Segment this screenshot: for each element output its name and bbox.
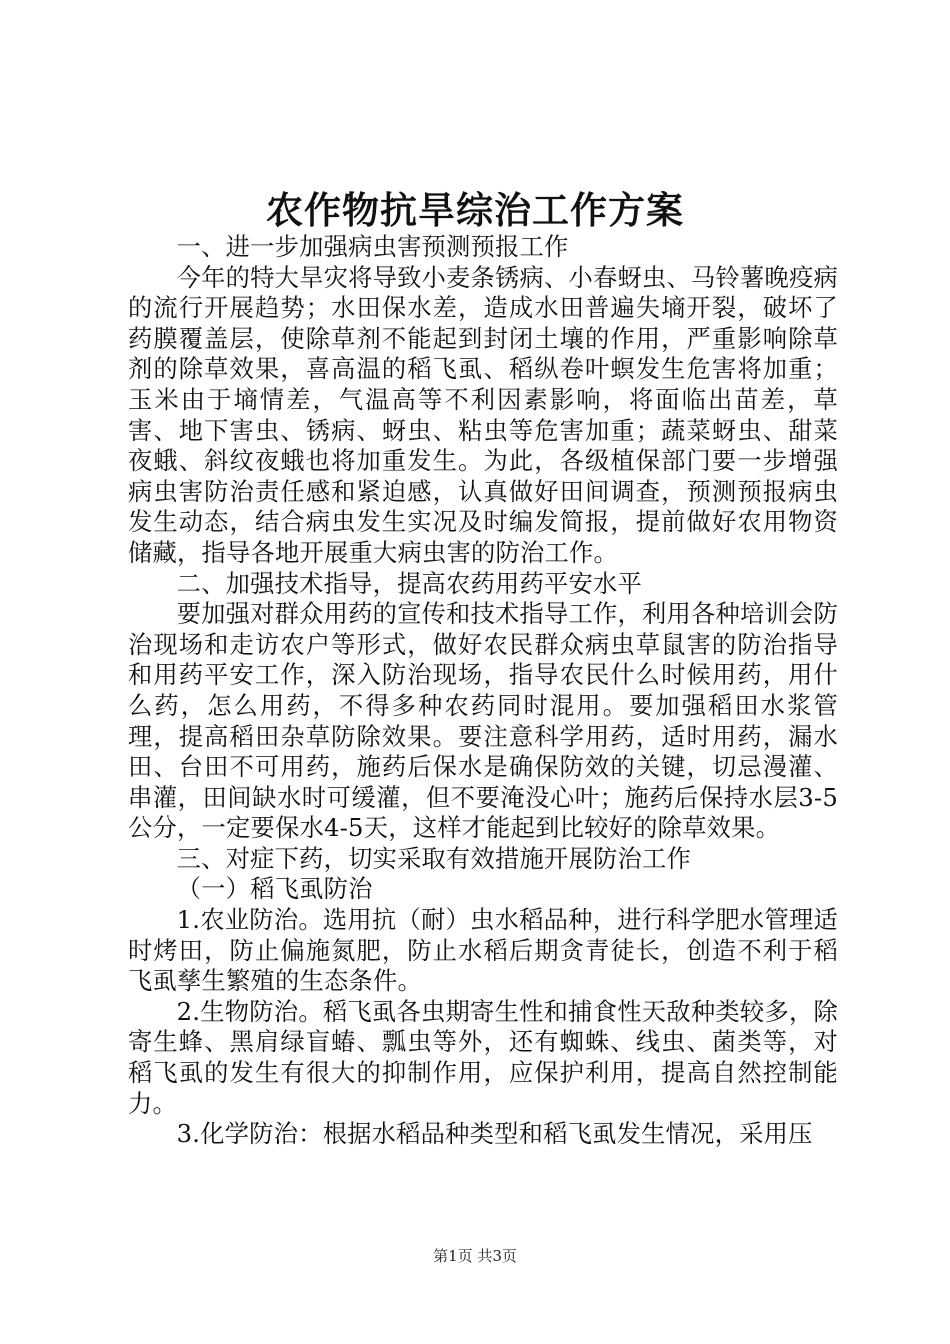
- paragraph: 2.生物防治。稻飞虱各虫期寄生性和捕食性天敌种类较多，除寄生蜂、黑肩绿盲蝽、瓢虫等外，还有蜘蛛、线虫、菌类等，对稻飞虱的发生有很大的抑制作用，应保护利用，提高自然控制能力。: [128, 996, 838, 1118]
- paragraph: 今年的特大旱灾将导致小麦条锈病、小春蚜虫、马铃薯晚疫病的流行开展趋势；水田保水差，造成水田普遍失墒开裂，破坏了药膜覆盖层，使除草剂不能起到封闭土壤的作用，严重影响除草剂的除草效果，喜高温的稻飞虱、稻纵卷叶螟发生危害将加重；玉米由于墒情差，气温高等不利因素影响，将面临出苗差，草害、地下害虫、锈病、蚜虫、粘虫等危害加重；蔬菜蚜虫、甜菜夜蛾、斜纹夜蛾也将加重发生。为此，各级植保部门要一步增强病虫害防治责任感和紧迫感，认真做好田间调查，预测预报病虫发生动态，结合病虫发生实况及时编发简报，提前做好农用物资储藏，指导各地开展重大病虫害的防治工作。: [128, 262, 839, 567]
- document-title: 农作物抗旱综治工作方案: [266, 188, 684, 232]
- section-heading-3: 三、对症下药，切实采取有效措施开展防治工作: [176, 843, 692, 873]
- subsection-heading: （一）稻飞虱防治: [176, 874, 373, 904]
- paragraph: 1.农业防治。选用抗（耐）虫水稻品种，进行科学肥水管理适时烤田，防止偏施氮肥，防止水稻后期贪青徒长，创造不利于稻飞虱孳生繁殖的生态条件。: [128, 905, 838, 996]
- page-number: 第1页 共3页: [433, 1247, 517, 1265]
- document-body: [128, 232, 838, 1150]
- paragraph: 要加强对群众用药的宣传和技术指导工作，利用各种培训会防治现场和走访农户等形式，做好农民群众病虫草鼠害的防治指导和用药平安工作，深入防治现场，指导农民什么时候用药，用什么药，怎么用药，不得多种农药同时混用。要加强稻田水浆管理，提高稻田杂草防除效果。要注意科学用药，适时用药，漏水田、台田不可用药，施药后保水是确保防效的关键，切忌漫灌、串灌，田间缺水时可缓灌，但不要淹没心叶；施药后保持水层3-5公分，一定要保水4-5天，这样才能起到比较好的除草效果。: [128, 599, 839, 843]
- section-heading-1: 一、进一步加强病虫害预测预报工作: [176, 232, 569, 261]
- paragraph: 3.化学防治：根据水稻品种类型和稻飞虱发生情况，采用压: [176, 1119, 813, 1149]
- section-heading-2: 二、加强技术指导，提高农药用药平安水平: [176, 568, 643, 598]
